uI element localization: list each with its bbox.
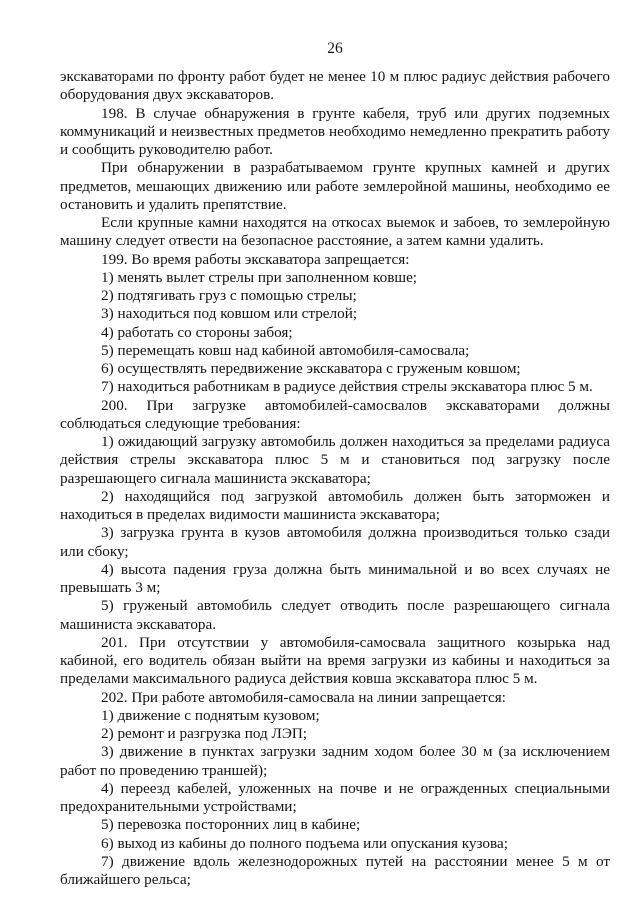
paragraph: 201. При отсутствии у автомобиля-самосвала защитного козырька над кабиной, его водитель обязан выйти на время загрузки из кабины и находиться за пределами максимального радиуса действия ковша экскаватора плюс 5 м. — [60, 633, 610, 688]
paragraph: 4) переезд кабелей, уложенных на почве и не огражденных специальными предохранительными устройствами; — [60, 779, 610, 815]
paragraph: 4) высота падения груза должна быть минимальной и во всех случаях не превышать 3 м; — [60, 560, 610, 596]
paragraph: 7) находиться работникам в радиусе действия стрелы экскаватора плюс 5 м. — [101, 378, 593, 396]
paragraph: экскаваторами по фронту работ будет не менее 10 м плюс радиус действия рабочего оборудования двух экскаваторов. — [60, 68, 610, 104]
paragraph: 200. При загрузке автомобилей-самосвалов экскаваторами должны соблюдаться следующие требования: — [60, 396, 610, 432]
paragraph: 3) движение в пунктах загрузки задним ходом более 30 м (за исключением работ по проведению траншей); — [60, 743, 610, 779]
paragraph: 4) работать со стороны забоя; — [101, 323, 293, 341]
paragraph: 3) находиться под ковшом или стрелой; — [101, 305, 358, 323]
paragraph: 1) движение с поднятым кузовом; — [101, 706, 320, 724]
paragraph: 6) осуществлять передвижение экскаватора с груженым ковшом; — [101, 360, 521, 377]
paragraph: 2) ремонт и разгрузка под ЛЭП; — [101, 725, 308, 742]
paragraph: При обнаружении в разрабатываемом грунте крупных камней и других предметов, мешающих движению или работе землеройной машины, необходимо ее остановить и удалить препятствие. — [60, 159, 610, 213]
paragraph: 198. В случае обнаружения в грунте кабеля, труб или других подземных коммуникаций и неизвестных предметов необходимо немедленно прекратить работу и сообщить руководителю работ. — [60, 104, 610, 158]
paragraph: 5) груженый автомобиль следует отводить после разрешающего сигнала машиниста экскаватора. — [60, 597, 610, 633]
paragraph: 3) загрузка грунта в кузов автомобиля должна производиться только сзади или сбоку; — [60, 524, 610, 560]
document-body — [60, 68, 610, 889]
paragraph: Если крупные камни находятся на откосах выемок и забоев, то землеройную машину следует отвести на безопасное расстояние, а затем камни удалить. — [60, 214, 610, 250]
paragraph: 202. При работе автомобиля-самосвала на линии запрещается: — [101, 688, 506, 706]
paragraph: 1) менять вылет стрелы при заполненном ковше; — [101, 268, 418, 286]
page-number: 26 — [327, 40, 343, 57]
paragraph: 2) находящийся под загрузкой автомобиль должен быть заторможен и находиться в пределах видимости машиниста экскаватора; — [60, 487, 610, 523]
paragraph: 5) перемещать ковш над кабиной автомобиля-самосвала; — [101, 341, 470, 359]
paragraph: 1) ожидающий загрузку автомобиль должен находиться за пределами радиуса действия стрелы экскаватора плюс 5 м и становиться под загрузку после разрешающего сигнала машиниста экскаватора; — [60, 433, 610, 487]
paragraph: 7) движение вдоль железнодорожных путей на расстоянии менее 5 м от ближайшего рельса; — [60, 852, 610, 888]
paragraph: 5) перевозка посторонних лиц в кабине; — [101, 816, 361, 834]
paragraph: 2) подтягивать груз с помощью стрелы; — [101, 287, 357, 304]
paragraph: 199. Во время работы экскаватора запрещается: — [101, 250, 410, 268]
paragraph: 6) выход из кабины до полного подъема или опускания кузова; — [101, 834, 508, 852]
